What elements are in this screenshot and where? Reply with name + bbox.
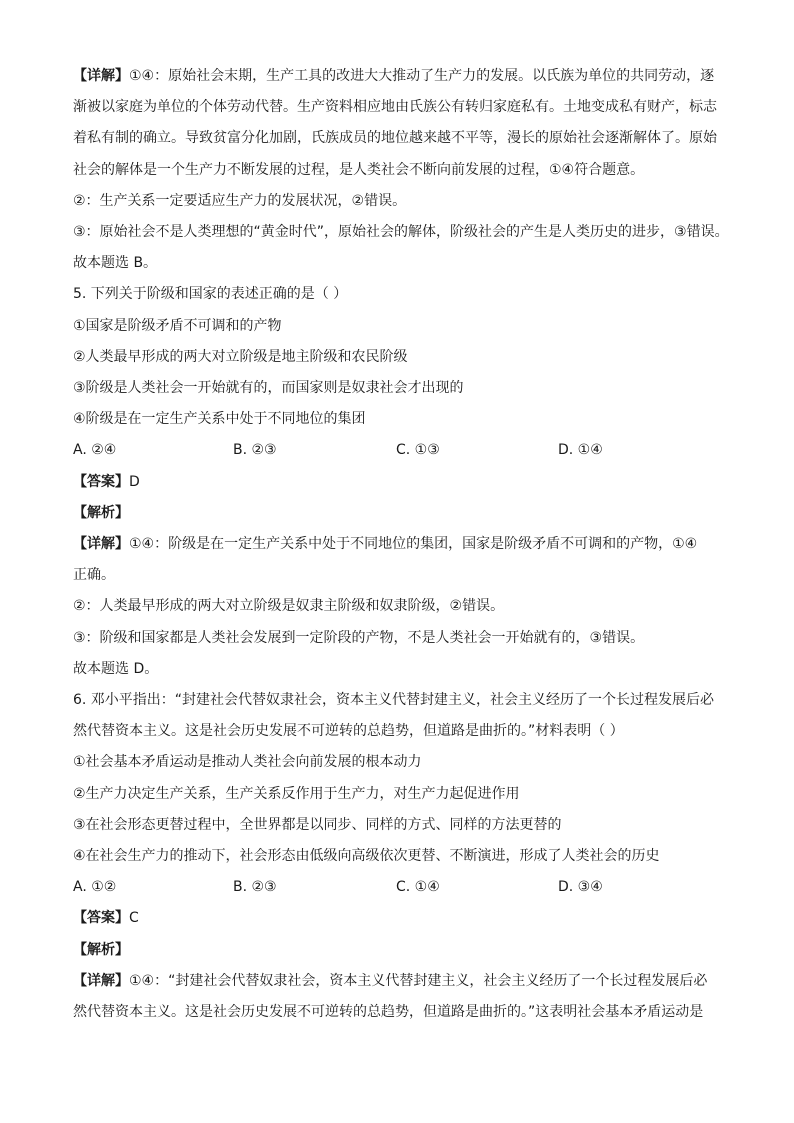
text-line: [73, 784, 520, 804]
line-text: ①④：“封建社会代替奴隶社会，资本主义代替封建主义，社会主义经历了一个长过程发展后必: [129, 972, 708, 989]
text-line: [73, 66, 714, 86]
line-text: ②人类最早形成的两大对立阶级是地主阶级和农民阶级: [73, 348, 408, 365]
line-text: D: [129, 473, 140, 490]
line-text: 故本题选 B。: [73, 255, 158, 272]
line-text: ④阶级是在一定生产关系中处于不同地位的集团: [73, 411, 366, 428]
text-line: [73, 908, 139, 928]
line-text: 渐被以家庭为单位的个体劳动代替。生产资料相应地由氏族公有转归家庭私有。土地变成私有财产，标志: [73, 99, 717, 116]
text-line: [73, 472, 140, 492]
q5-option-d: D. ①④: [558, 442, 603, 459]
line-text: 着私有制的确立。导致贫富分化加剧，氏族成员的地位越来越不平等，漫长的原始社会逐渐解体了。原始: [73, 130, 717, 147]
section-tag: 【答案】: [73, 473, 129, 490]
text-line: [73, 721, 624, 741]
text-line: [73, 628, 644, 648]
line-text: ③：原始社会不是人类理想的“黄金时代”，原始社会的解体，阶级社会的产生是人类历史的进步，③错误。: [73, 224, 729, 240]
q6-option-a: A. ①②: [73, 879, 117, 896]
text-line: [73, 752, 422, 772]
text-line: [73, 690, 714, 710]
line-text: 故本题选 D。: [73, 660, 159, 677]
text-line: [73, 815, 562, 835]
text-line: [73, 316, 282, 336]
line-text: ③在社会形态更替过程中，全世界都是以同步、同样的方式、同样的方法更替的: [73, 816, 562, 833]
line-text: ③：阶级和国家都是人类社会发展到一定阶段的产物，不是人类社会一开始就有的，③错误。: [73, 629, 645, 646]
section-tag: 【解析】: [73, 941, 129, 958]
text-line: [73, 971, 707, 991]
section-tag: 【详解】: [73, 536, 129, 552]
line-text: ④在社会生产力的推动下，社会形态由低级向高级依次更替、不断演进，形成了人类社会的历史: [73, 848, 660, 864]
text-line: [73, 940, 129, 960]
q6-option-b: B. ②③: [233, 879, 277, 896]
text-line: [73, 128, 717, 148]
q5-option-c: C. ①③: [396, 442, 440, 459]
line-text: 5. 下列关于阶级和国家的表述正确的是（ ）: [73, 286, 348, 303]
line-text: ①④：原始社会末期，生产工具的改进大大推动了生产力的发展。以氏族为单位的共同劳动，逐: [129, 68, 715, 84]
text-line: [73, 409, 366, 429]
line-text: ①国家是阶级矛盾不可调和的产物: [73, 317, 282, 334]
text-line: [73, 846, 660, 866]
line-text: ③阶级是人类社会一开始就有的，而国家则是奴隶社会才出现的: [73, 380, 464, 396]
line-text: ①④：阶级是在一定生产关系中处于不同地位的集团，国家是阶级矛盾不可调和的产物，①④: [129, 536, 698, 552]
line-text: 6. 邓小平指出：“封建社会代替奴隶社会，资本主义代替封建主义，社会主义经历了一个长过程发展后必: [73, 692, 715, 708]
q5-option-a: A. ②④: [73, 442, 117, 459]
text-line: [73, 503, 129, 523]
section-tag: 【解析】: [73, 504, 129, 521]
line-text: ②生产力决定生产关系，生产关系反作用于生产力，对生产力起促进作用: [73, 785, 520, 802]
line-text: C: [129, 910, 139, 927]
text-line: [73, 1002, 703, 1022]
line-text: 正确。: [73, 567, 115, 584]
section-tag: 【详解】: [73, 68, 129, 84]
text-line: [73, 565, 115, 585]
line-text: ①社会基本矛盾运动是推动人类社会向前发展的根本动力: [73, 754, 422, 771]
q6-option-d: D. ③④: [558, 879, 603, 896]
text-line: [73, 659, 158, 679]
text-line: [73, 160, 644, 180]
text-line: [73, 534, 697, 554]
text-line: [73, 378, 464, 398]
line-text: 然代替资本主义。这是社会历史发展不可逆转的总趋势，但道路是曲折的。”这表明社会基本矛盾运动是: [73, 1004, 704, 1020]
section-tag: 【详解】: [73, 972, 129, 989]
text-line: [73, 347, 408, 367]
text-line: [73, 191, 406, 211]
line-text: 社会的解体是一个生产力不断发展的过程，是人类社会不断向前发展的过程，①④符合题意。: [73, 161, 645, 178]
text-line: [73, 97, 717, 117]
line-text: ②：生产关系一定要适应生产力的发展状况，②错误。: [73, 192, 407, 209]
text-line: [73, 596, 504, 616]
q6-option-c: C. ①④: [396, 879, 440, 896]
q5-option-b: B. ②③: [233, 442, 277, 459]
text-line: [73, 253, 157, 273]
text-line: [73, 284, 347, 304]
section-tag: 【答案】: [73, 910, 129, 927]
line-text: 然代替资本主义。这是社会历史发展不可逆转的总趋势，但道路是曲折的。”材料表明（ ）: [73, 723, 624, 740]
line-text: ②：人类最早形成的两大对立阶级是奴隶主阶级和奴隶阶级，②错误。: [73, 598, 505, 615]
text-line: [73, 222, 729, 242]
